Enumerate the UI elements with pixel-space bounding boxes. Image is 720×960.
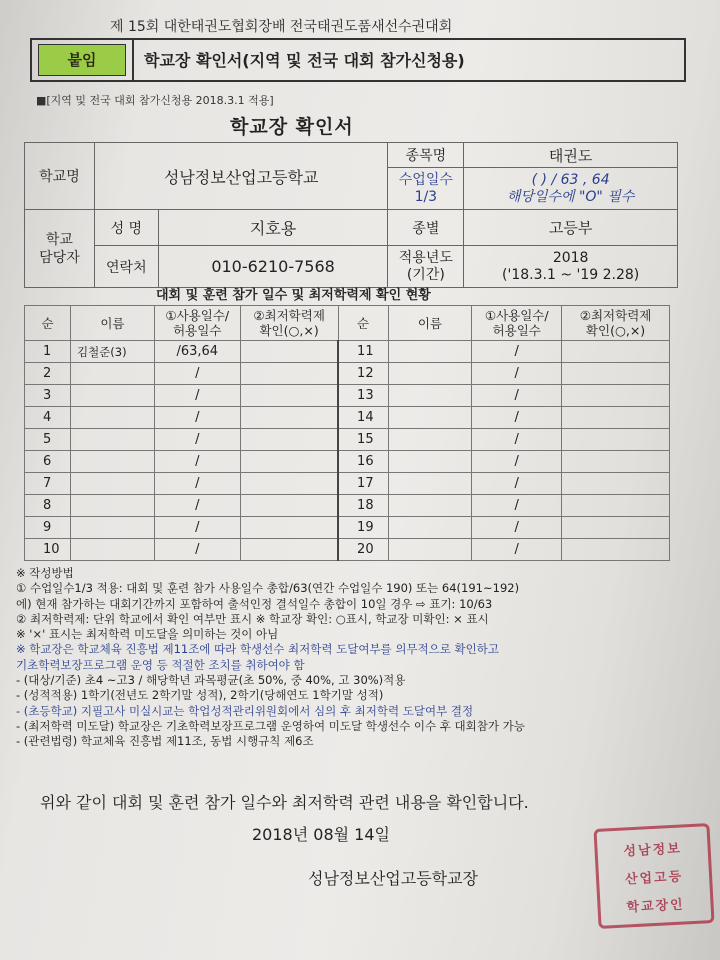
row-number: 8 bbox=[25, 495, 71, 517]
row-min-check-2 bbox=[562, 473, 670, 495]
row-number: 3 bbox=[25, 385, 71, 407]
attachment-header bbox=[30, 38, 686, 82]
row-name bbox=[70, 539, 154, 561]
instruction-line: 기초학력보장프로그램 운영 등 적절한 조치를 취하여야 함 bbox=[16, 657, 305, 672]
instruction-line: ② 최저학력제: 단위 학교에서 확인 여부만 표시 ※ 학교장 확인: ○표시, 학교장 미확인: × 표시 bbox=[16, 611, 489, 626]
row-name bbox=[70, 363, 154, 385]
row-min-check-2 bbox=[562, 495, 670, 517]
year-label-line2: (기간) bbox=[406, 266, 445, 283]
row-days: / bbox=[154, 517, 240, 539]
row-number-2: 12 bbox=[338, 363, 388, 385]
table-header-row bbox=[25, 306, 670, 341]
row-min-check-2 bbox=[562, 385, 670, 407]
instruction-line: - (대상/기준) 초4 ~고3 / 해당학년 과목평균(초 50%, 중 40%, 고 30%)적용 bbox=[16, 673, 406, 688]
row-min-check-2 bbox=[562, 451, 670, 473]
instruction-line: ① 수업일수1/3 적용: 대회 및 훈련 참가 사용일수 총합/63(연간 수업일수 190) 또는 64(191~192) bbox=[16, 581, 520, 596]
col-header-no-2: 순 bbox=[338, 306, 388, 341]
col-header-days-2-line1: ①사용일수/ bbox=[484, 308, 549, 323]
row-number-2: 16 bbox=[338, 451, 388, 473]
form-note: ■[지역 및 전국 대회 참가신청용 2018.3.1 적용] bbox=[36, 94, 274, 107]
row-number-2: 20 bbox=[338, 539, 388, 561]
row-min-check-2 bbox=[562, 363, 670, 385]
row-name-2 bbox=[388, 539, 472, 561]
manager-label-line1: 학교 bbox=[45, 231, 73, 248]
row-min-check bbox=[240, 517, 338, 539]
year-label bbox=[388, 246, 464, 288]
row-name-2 bbox=[388, 363, 472, 385]
row-min-check bbox=[240, 539, 338, 561]
row-days: / bbox=[154, 495, 240, 517]
row-number-2: 15 bbox=[338, 429, 388, 451]
row-days: / bbox=[154, 473, 240, 495]
row-days: / bbox=[154, 407, 240, 429]
row-number: 6 bbox=[25, 451, 71, 473]
col-header-days-line1: ①사용일수/ bbox=[165, 308, 230, 323]
table-row bbox=[25, 341, 670, 363]
row-name-2 bbox=[388, 495, 472, 517]
row-name bbox=[70, 385, 154, 407]
row-name: 김철준(3) bbox=[70, 341, 154, 363]
row-min-check-2 bbox=[562, 429, 670, 451]
row-number-2: 13 bbox=[338, 385, 388, 407]
col-header-name: 이름 bbox=[70, 306, 154, 341]
instruction-line: - (성적적용) 1학기(전년도 2학기말 성적), 2학기(당해연도 1학기말 성적) bbox=[16, 688, 384, 703]
instruction-line: - (관련법령) 학교체육 진흥법 제11조, 동법 시행규칙 제6조 bbox=[16, 734, 314, 749]
confirmation-statement: 위와 같이 대회 및 훈련 참가 일수와 최저학력 관련 내용을 확인합니다. bbox=[40, 793, 529, 812]
year-value-line1: 2018 bbox=[552, 249, 589, 266]
row-name-2 bbox=[388, 429, 472, 451]
row-name-2 bbox=[388, 517, 472, 539]
row-name-2 bbox=[388, 407, 472, 429]
row-min-check-2 bbox=[562, 539, 670, 561]
row-number: 5 bbox=[25, 429, 71, 451]
row-name bbox=[70, 429, 154, 451]
row-number: 1 bbox=[25, 341, 71, 363]
class-days-fraction: ( ) / 63 , 64 bbox=[531, 171, 610, 188]
row-name bbox=[70, 451, 154, 473]
year-label-line1: 적용년도 bbox=[398, 249, 453, 266]
row-days-2: / bbox=[472, 363, 562, 385]
row-number: 9 bbox=[25, 517, 71, 539]
instruction-line: ※ '×' 표시는 최저학력 미도달을 의미하는 것이 아님 bbox=[16, 627, 279, 642]
col-header-min bbox=[240, 306, 338, 341]
row-name bbox=[70, 495, 154, 517]
col-header-min-2 bbox=[562, 306, 670, 341]
contact-label: 연락처 bbox=[94, 246, 158, 288]
sport-label: 종목명 bbox=[388, 143, 464, 168]
manager-label-line2: 담당자 bbox=[39, 249, 80, 266]
row-number: 2 bbox=[25, 363, 71, 385]
class-days-label bbox=[388, 168, 464, 210]
row-min-check bbox=[240, 451, 338, 473]
row-number-2: 11 bbox=[338, 341, 388, 363]
class-days-note: 해당일수에 "O" 필수 bbox=[506, 188, 635, 205]
table-row bbox=[25, 407, 670, 429]
sport-value: 태권도 bbox=[464, 143, 678, 168]
division-label: 종별 bbox=[388, 210, 464, 246]
row-days: / bbox=[154, 451, 240, 473]
name-label: 성 명 bbox=[94, 210, 158, 246]
row-days-2: / bbox=[472, 385, 562, 407]
row-name-2 bbox=[388, 473, 472, 495]
row-number: 10 bbox=[25, 539, 71, 561]
info-table bbox=[24, 142, 678, 288]
row-name-2 bbox=[388, 341, 472, 363]
row-min-check bbox=[240, 385, 338, 407]
row-days-2: / bbox=[472, 407, 562, 429]
header-title: 학교장 확인서(지역 및 전국 대회 참가신청용) bbox=[144, 51, 465, 70]
instructions-heading: ※ 작성방법 bbox=[16, 566, 74, 580]
year-value bbox=[464, 246, 678, 288]
school-label: 학교명 bbox=[25, 143, 95, 210]
row-days-2: / bbox=[472, 517, 562, 539]
row-days: / bbox=[154, 385, 240, 407]
contact-value: 010-6210-7568 bbox=[158, 246, 388, 288]
table-row bbox=[25, 517, 670, 539]
row-days-2: / bbox=[472, 539, 562, 561]
instruction-line: - (최저학력 미도달) 학교장은 기초학력보장프로그램 운영하여 미도달 학생선수 이수 후 대회참가 가능 bbox=[16, 718, 525, 733]
official-seal: 성남정보 산업고등 학교장인 bbox=[593, 823, 714, 929]
row-name-2 bbox=[388, 451, 472, 473]
manager-name: 지호용 bbox=[158, 210, 388, 246]
table-row bbox=[25, 495, 670, 517]
row-name bbox=[70, 473, 154, 495]
col-header-days-line2: 허용일수 bbox=[173, 323, 222, 338]
row-number-2: 19 bbox=[338, 517, 388, 539]
class-days-label-line2: 1/3 bbox=[414, 188, 438, 205]
col-header-name-2: 이름 bbox=[388, 306, 472, 341]
table-row bbox=[25, 473, 670, 495]
col-header-min-2-line2: 확인(○,×) bbox=[585, 323, 646, 338]
event-title: 제 15회 대한태권도협회장배 전국태권도품새선수권대회 bbox=[110, 19, 453, 35]
row-min-check bbox=[240, 407, 338, 429]
col-header-min-line1: ②최저학력제 bbox=[253, 308, 325, 323]
row-min-check bbox=[240, 473, 338, 495]
row-number-2: 18 bbox=[338, 495, 388, 517]
row-number-2: 14 bbox=[338, 407, 388, 429]
row-days: / bbox=[154, 539, 240, 561]
document-title: 학교장 확인서 bbox=[230, 116, 354, 138]
table-row bbox=[25, 363, 670, 385]
row-days-2: / bbox=[472, 473, 562, 495]
col-header-min-line2: 확인(○,×) bbox=[259, 323, 319, 338]
row-name bbox=[70, 517, 154, 539]
row-days-2: / bbox=[472, 451, 562, 473]
table-row bbox=[25, 451, 670, 473]
col-header-no: 순 bbox=[25, 306, 71, 341]
row-number: 4 bbox=[25, 407, 71, 429]
division-value: 고등부 bbox=[464, 210, 678, 246]
year-period: ('18.3.1 ~ '19 2.28) bbox=[502, 266, 640, 283]
row-days-2: / bbox=[472, 429, 562, 451]
row-days-2: / bbox=[472, 341, 562, 363]
col-header-days-2 bbox=[472, 306, 562, 341]
row-days: / bbox=[154, 429, 240, 451]
row-min-check-2 bbox=[562, 517, 670, 539]
row-name-2 bbox=[388, 385, 472, 407]
col-header-days bbox=[154, 306, 240, 341]
col-header-min-2-line1: ②최저학력제 bbox=[579, 308, 652, 323]
manager-label bbox=[25, 210, 95, 288]
school-name: 성남정보산업고등학교 bbox=[94, 143, 388, 210]
row-number-2: 17 bbox=[338, 473, 388, 495]
row-min-check bbox=[240, 363, 338, 385]
row-days-2: / bbox=[472, 495, 562, 517]
header-divider bbox=[132, 40, 134, 80]
row-min-check bbox=[240, 495, 338, 517]
table-row bbox=[25, 539, 670, 561]
row-days: /63,64 bbox=[154, 341, 240, 363]
row-min-check bbox=[240, 341, 338, 363]
instruction-line: - (초등학교) 지필고사 미실시교는 학업성적관리위원회에서 심의 후 최저학력 도달여부 결정 bbox=[16, 703, 474, 718]
principal-title: 성남정보산업고등학교장 bbox=[308, 869, 479, 888]
row-name bbox=[70, 407, 154, 429]
row-days: / bbox=[154, 363, 240, 385]
row-min-check-2 bbox=[562, 341, 670, 363]
class-days-label-line1: 수업일수 bbox=[398, 171, 453, 188]
class-days-value bbox=[464, 168, 678, 210]
instruction-line: ※ 학교장은 학교체육 진흥법 제11조에 따라 학생선수 최저학력 도달여부를 의무적으로 확인하고 bbox=[16, 642, 499, 657]
instruction-line: 에) 현재 참가하는 대회기간까지 포함하여 출석인정 결석일수 총합이 10일 경우 ⇨ 표기: 10/63 bbox=[16, 596, 493, 611]
table-row bbox=[25, 429, 670, 451]
participation-table bbox=[24, 305, 670, 561]
section-title: 대회 및 훈련 참가 일수 및 최저학력제 확인 현황 bbox=[156, 288, 431, 303]
attachment-badge: 붙임 bbox=[38, 44, 126, 76]
col-header-days-2-line2: 허용일수 bbox=[492, 323, 541, 338]
row-min-check-2 bbox=[562, 407, 670, 429]
row-number: 7 bbox=[25, 473, 71, 495]
table-row bbox=[25, 385, 670, 407]
instructions bbox=[16, 566, 706, 750]
signature-date: 2018년 08월 14일 bbox=[252, 825, 390, 844]
row-min-check bbox=[240, 429, 338, 451]
